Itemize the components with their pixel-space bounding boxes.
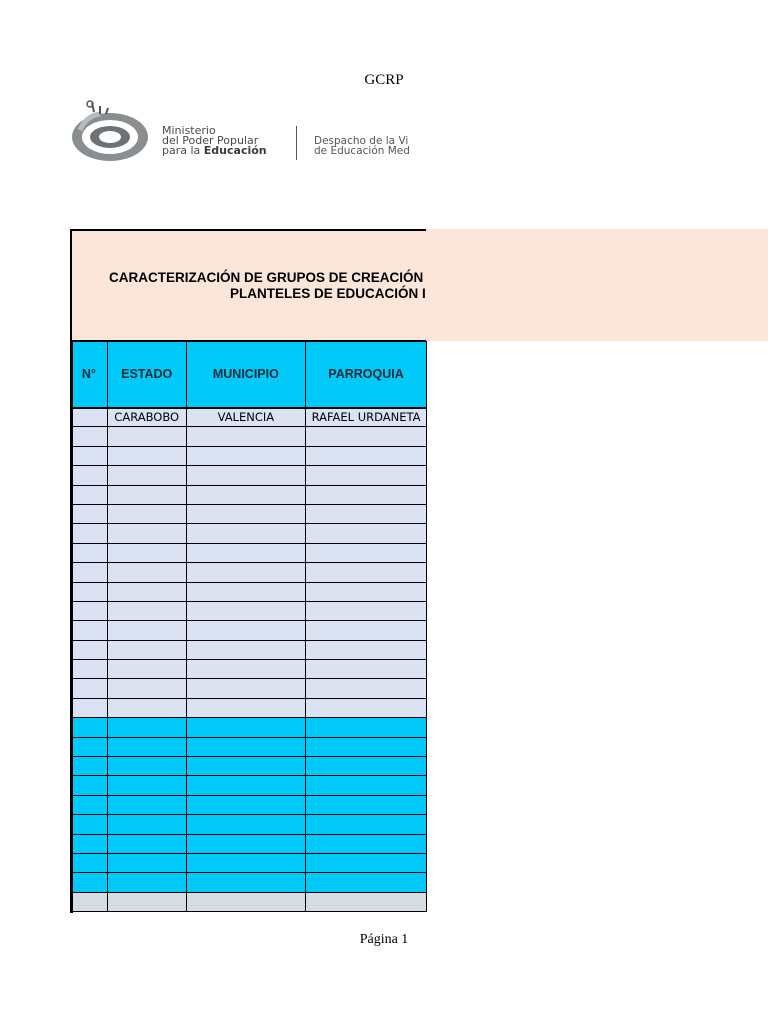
- page-header: GCRP: [364, 72, 404, 88]
- cell[interactable]: [306, 621, 427, 640]
- cell[interactable]: [107, 504, 186, 523]
- cell[interactable]: [186, 737, 305, 756]
- cell[interactable]: [71, 543, 108, 562]
- cell[interactable]: [107, 582, 186, 601]
- cell-municipio[interactable]: VALENCIA: [186, 408, 305, 427]
- cell[interactable]: [186, 757, 305, 776]
- cell[interactable]: [71, 853, 108, 872]
- table-row: [71, 698, 427, 717]
- cell[interactable]: [107, 815, 186, 834]
- ministry-line-3-prefix: para la: [162, 144, 204, 157]
- cell[interactable]: [306, 718, 427, 737]
- header-number: N°: [71, 342, 108, 408]
- table-row: [71, 427, 427, 446]
- table-row: [71, 853, 427, 872]
- cell[interactable]: [107, 757, 186, 776]
- cell[interactable]: [186, 543, 305, 562]
- cell[interactable]: [71, 795, 108, 814]
- cell[interactable]: [186, 640, 305, 659]
- cell[interactable]: [306, 892, 427, 911]
- cell[interactable]: [306, 524, 427, 543]
- cell[interactable]: [186, 582, 305, 601]
- table-row: [71, 601, 427, 620]
- cell[interactable]: [71, 621, 108, 640]
- cell[interactable]: [306, 660, 427, 679]
- cell[interactable]: [107, 660, 186, 679]
- cell[interactable]: [107, 776, 186, 795]
- cell[interactable]: [306, 543, 427, 562]
- office-line-2: de Educación Med: [314, 145, 410, 157]
- ministry-line-3-bold: Educación: [203, 144, 267, 157]
- office-name: [314, 136, 410, 156]
- cell[interactable]: [107, 795, 186, 814]
- page-footer: Página 1: [359, 932, 409, 947]
- cell[interactable]: [186, 446, 305, 465]
- ministry-line-2: del Poder Popular: [162, 134, 259, 147]
- cell[interactable]: [71, 698, 108, 717]
- table-row: [71, 873, 427, 892]
- cell[interactable]: [186, 504, 305, 523]
- table-row: [71, 504, 427, 523]
- table-row: [71, 466, 427, 485]
- table-row: [71, 485, 427, 504]
- title-line-2: PLANTELES DE EDUCACIÓN I: [230, 286, 426, 301]
- table-row: [71, 563, 427, 582]
- cell[interactable]: [186, 815, 305, 834]
- cell[interactable]: [306, 737, 427, 756]
- data-table: [70, 341, 427, 912]
- cell[interactable]: [306, 582, 427, 601]
- cell[interactable]: [306, 563, 427, 582]
- table-row: [71, 892, 427, 911]
- data-table-container: [70, 341, 427, 913]
- ministry-line-1: Ministerio: [162, 124, 216, 137]
- table-row: [71, 718, 427, 737]
- header-estado: ESTADO: [107, 342, 186, 408]
- cell[interactable]: [107, 446, 186, 465]
- cell[interactable]: [107, 640, 186, 659]
- title-box: [70, 229, 426, 342]
- cell[interactable]: [186, 485, 305, 504]
- table-row: [71, 757, 427, 776]
- cell[interactable]: [107, 524, 186, 543]
- table-left-border: [70, 341, 73, 913]
- cell[interactable]: [71, 466, 108, 485]
- cell[interactable]: [306, 834, 427, 853]
- cell[interactable]: [71, 582, 108, 601]
- cell[interactable]: [107, 834, 186, 853]
- cell[interactable]: [107, 718, 186, 737]
- table-row: [71, 582, 427, 601]
- ministry-logo: [66, 100, 426, 164]
- cell[interactable]: [186, 776, 305, 795]
- cell[interactable]: [186, 660, 305, 679]
- cell[interactable]: [306, 504, 427, 523]
- cell[interactable]: [107, 853, 186, 872]
- cell-estado[interactable]: CARABOBO: [107, 408, 186, 427]
- cell[interactable]: [306, 757, 427, 776]
- table-row: [71, 815, 427, 834]
- logo-divider: [296, 126, 297, 160]
- cell[interactable]: [71, 892, 108, 911]
- cell[interactable]: [306, 601, 427, 620]
- cell[interactable]: [71, 660, 108, 679]
- cell[interactable]: [71, 485, 108, 504]
- cell[interactable]: [71, 524, 108, 543]
- cell[interactable]: [107, 698, 186, 717]
- cell[interactable]: [306, 815, 427, 834]
- cell[interactable]: [71, 834, 108, 853]
- title-line-1: CARACTERIZACIÓN DE GRUPOS DE CREACIÓN: [109, 270, 424, 285]
- cell[interactable]: [71, 679, 108, 698]
- cell[interactable]: [71, 718, 108, 737]
- cell[interactable]: [186, 601, 305, 620]
- cell[interactable]: [306, 795, 427, 814]
- table-header-row: [71, 342, 427, 408]
- header-parroquia: PARROQUIA: [306, 342, 427, 408]
- cell[interactable]: [71, 815, 108, 834]
- table-row: [71, 446, 427, 465]
- cell[interactable]: [107, 679, 186, 698]
- cell[interactable]: [306, 466, 427, 485]
- table-row: [71, 776, 427, 795]
- table-row: [71, 408, 427, 427]
- cell[interactable]: [107, 873, 186, 892]
- cell[interactable]: [71, 446, 108, 465]
- cell[interactable]: [107, 543, 186, 562]
- table-row: [71, 737, 427, 756]
- cell[interactable]: [71, 427, 108, 446]
- cell[interactable]: [306, 873, 427, 892]
- cell[interactable]: [107, 466, 186, 485]
- cell[interactable]: [306, 679, 427, 698]
- cell[interactable]: [186, 795, 305, 814]
- cell[interactable]: [71, 504, 108, 523]
- ministry-name: [162, 126, 267, 156]
- cell[interactable]: [71, 737, 108, 756]
- cell[interactable]: [186, 563, 305, 582]
- cell[interactable]: [71, 873, 108, 892]
- cell[interactable]: [71, 640, 108, 659]
- cell[interactable]: [186, 621, 305, 640]
- cell[interactable]: [107, 601, 186, 620]
- cell[interactable]: [186, 698, 305, 717]
- table-row: [71, 621, 427, 640]
- table-row: [71, 524, 427, 543]
- header-municipio: MUNICIPIO: [186, 342, 305, 408]
- table-row: [71, 640, 427, 659]
- ministry-emblem-icon: [66, 100, 156, 164]
- table-row: [71, 660, 427, 679]
- cell[interactable]: [71, 757, 108, 776]
- cell[interactable]: [186, 892, 305, 911]
- cell[interactable]: [71, 563, 108, 582]
- cell-number[interactable]: [71, 408, 108, 427]
- cell[interactable]: [107, 737, 186, 756]
- table-row: [71, 795, 427, 814]
- cell[interactable]: [306, 427, 427, 446]
- cell[interactable]: [107, 485, 186, 504]
- cell[interactable]: [107, 892, 186, 911]
- cell[interactable]: [71, 601, 108, 620]
- office-line-1: Despacho de la Vi: [314, 135, 409, 147]
- cell[interactable]: [306, 776, 427, 795]
- cell[interactable]: [186, 524, 305, 543]
- cell[interactable]: [306, 485, 427, 504]
- cell[interactable]: [306, 698, 427, 717]
- table-row: [71, 543, 427, 562]
- cell[interactable]: [306, 853, 427, 872]
- cell[interactable]: [186, 834, 305, 853]
- table-row: [71, 834, 427, 853]
- cell[interactable]: [107, 621, 186, 640]
- cell[interactable]: [186, 466, 305, 485]
- cell[interactable]: [186, 718, 305, 737]
- cell[interactable]: [306, 640, 427, 659]
- cell-parroquia[interactable]: RAFAEL URDANETA: [306, 408, 427, 427]
- cell[interactable]: [107, 427, 186, 446]
- cell[interactable]: [306, 446, 427, 465]
- table-row: [71, 679, 427, 698]
- cell[interactable]: [186, 853, 305, 872]
- cell[interactable]: [186, 679, 305, 698]
- cell[interactable]: [71, 776, 108, 795]
- cell[interactable]: [186, 427, 305, 446]
- cell[interactable]: [186, 873, 305, 892]
- cell[interactable]: [107, 563, 186, 582]
